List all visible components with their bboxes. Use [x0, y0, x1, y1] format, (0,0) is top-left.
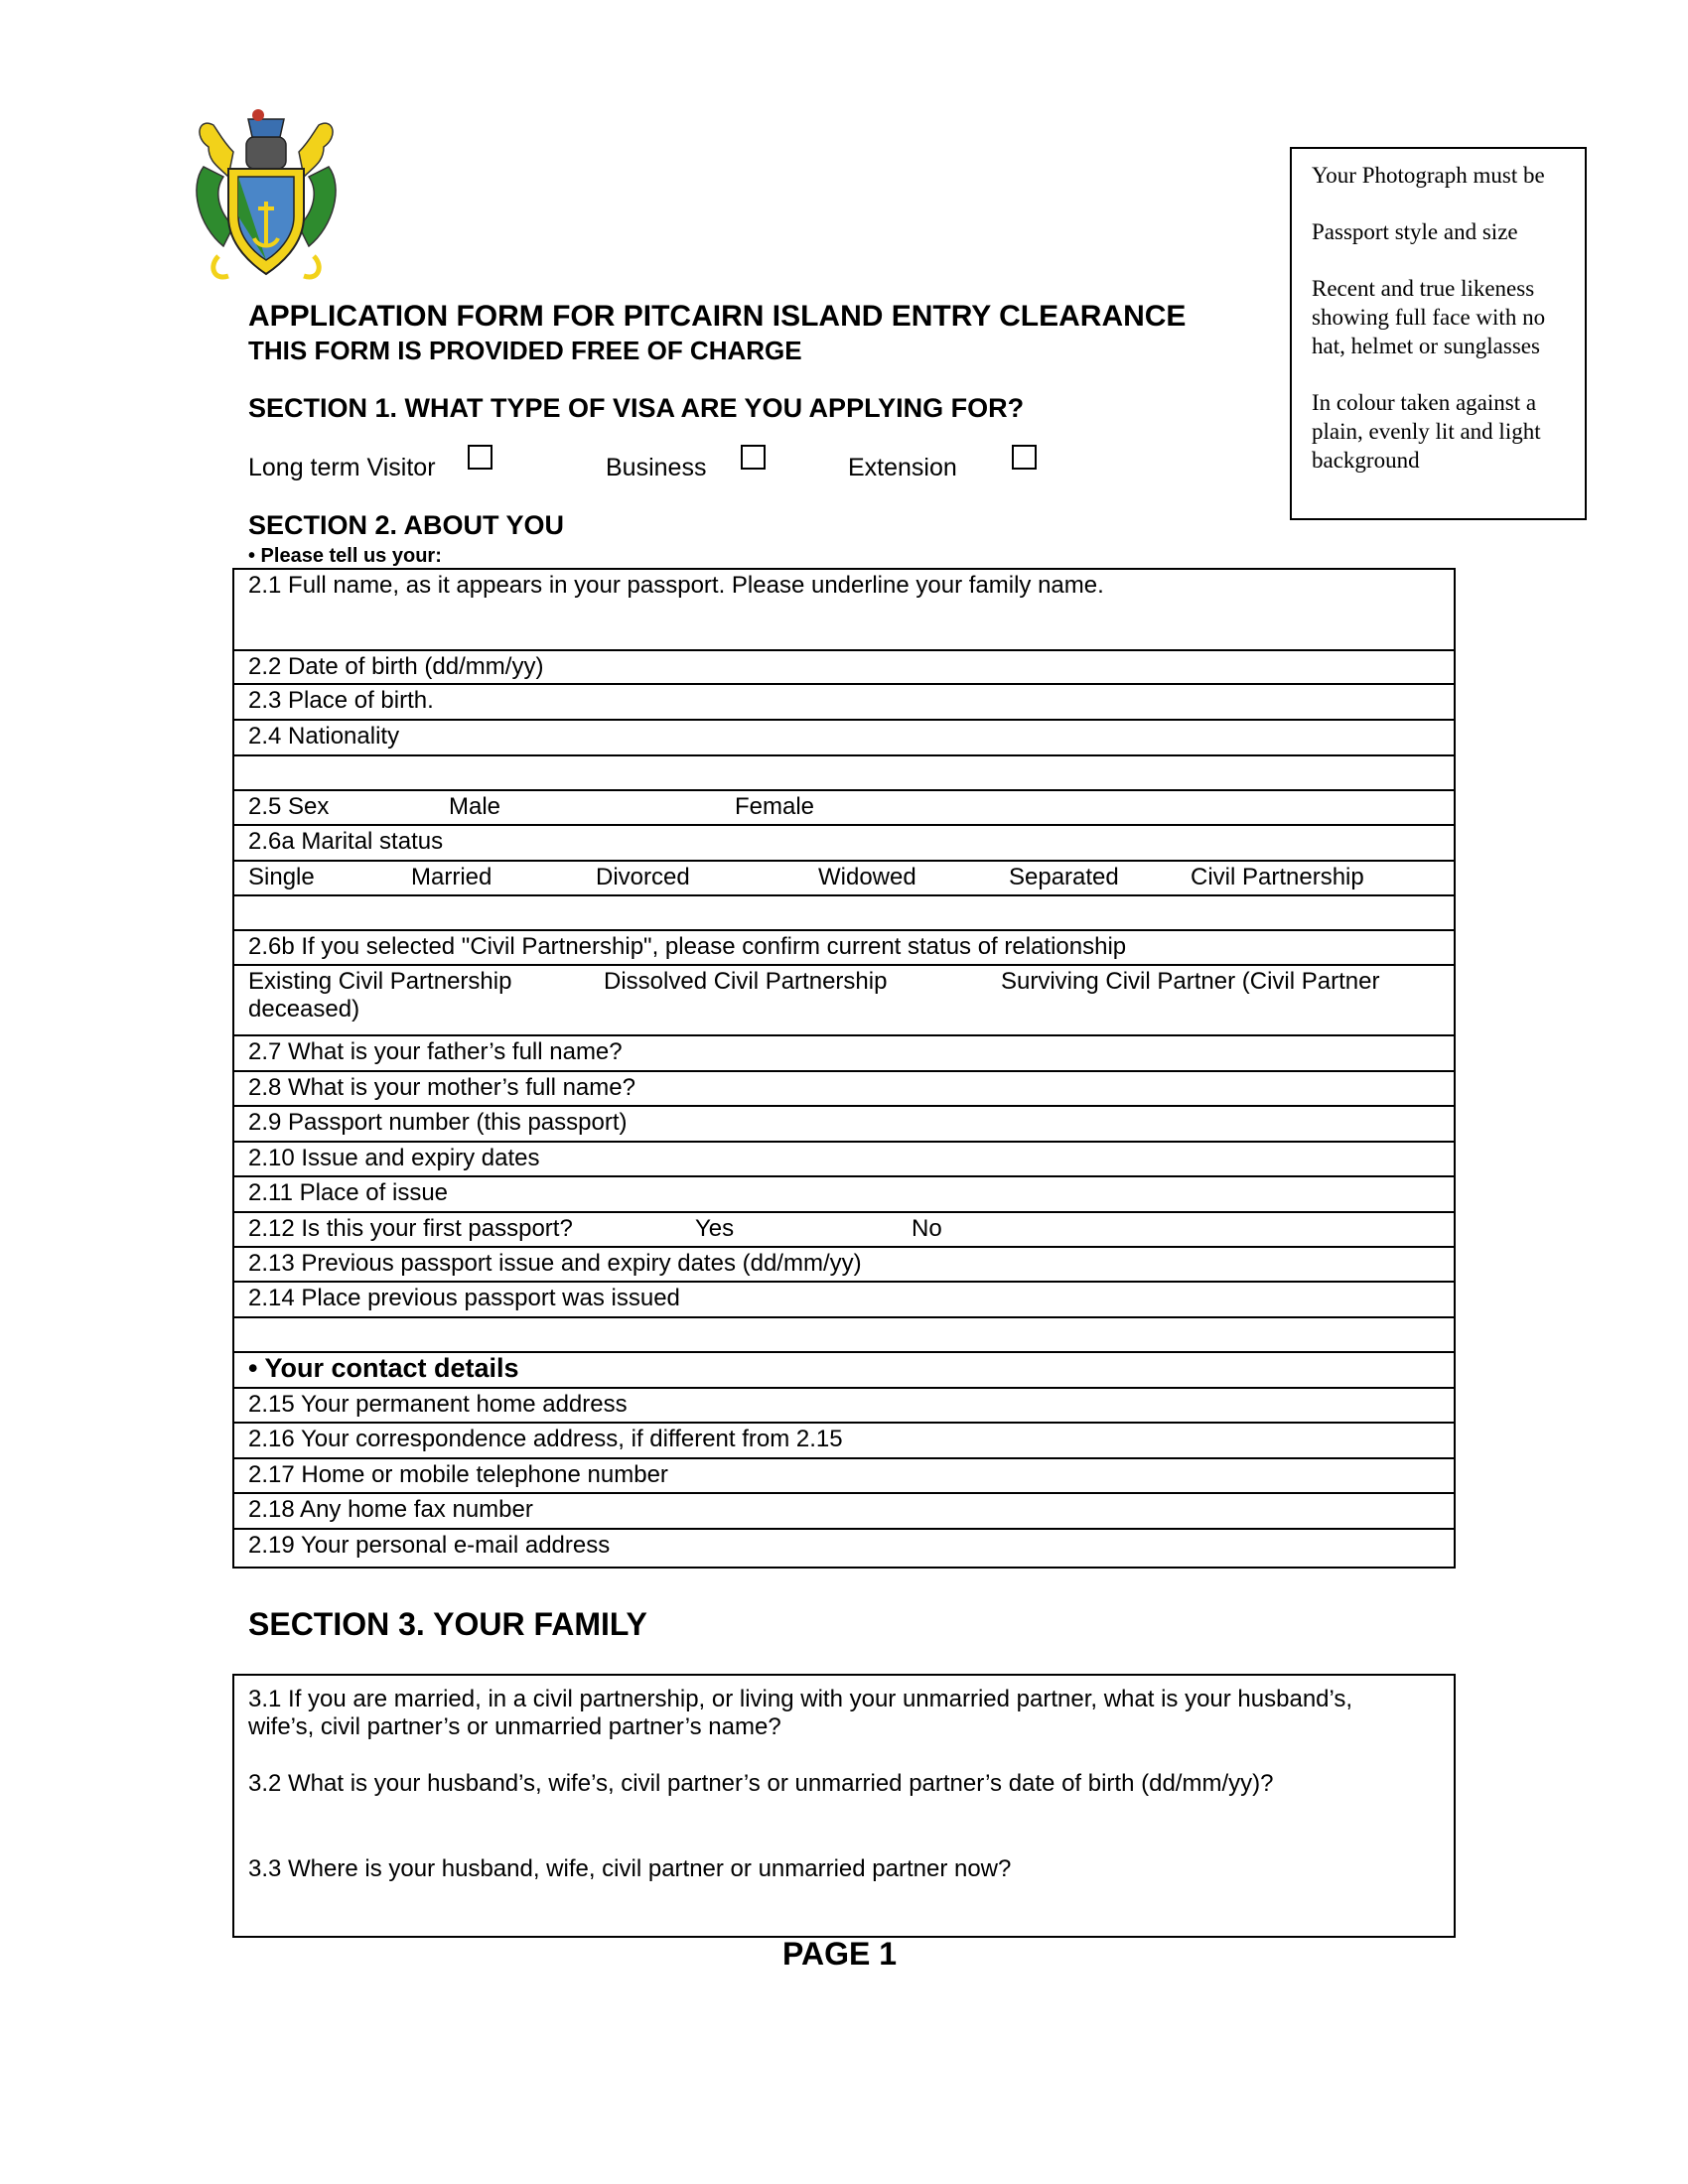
mother-name-field[interactable]: 2.8 What is your mother’s full name? [248, 1074, 635, 1101]
place-of-issue-field[interactable]: 2.11 Place of issue [248, 1179, 449, 1206]
partner-dob-field[interactable]: 3.2 What is your husband’s, wife’s, civil partner’s or unmarried partner’s date of birth (dd/mm/yy)? [248, 1770, 1274, 1797]
family-table [232, 1674, 1456, 1938]
sex-option-male[interactable]: Male [449, 793, 501, 820]
section-2-note: • Please tell us your: [248, 545, 442, 567]
marital-option-married[interactable]: Married [411, 864, 492, 890]
photograph-box [1290, 147, 1587, 520]
photo-instruction-4: In colour taken against a plain, evenly lit and light background [1312, 390, 1541, 473]
fax-field[interactable]: 2.18 Any home fax number [248, 1496, 533, 1523]
about-you-table [232, 568, 1456, 1569]
cp-option-surviving-continued: deceased) [248, 996, 360, 1023]
photo-instruction-1: Your Photograph must be [1312, 163, 1545, 188]
visa-option-label: Business [606, 454, 707, 481]
date-of-birth-field[interactable]: 2.2 Date of birth (dd/mm/yy) [248, 653, 544, 680]
marital-option-single[interactable]: Single [248, 864, 315, 890]
marital-status-label: 2.6a Marital status [248, 828, 444, 855]
section-2-heading: SECTION 2. ABOUT YOU [248, 510, 565, 540]
form-title: APPLICATION FORM FOR PITCAIRN ISLAND ENTRY CLEARANCE [248, 300, 1187, 333]
form-subtitle: THIS FORM IS PROVIDED FREE OF CHARGE [248, 336, 802, 365]
visa-option-label: Extension [848, 454, 957, 481]
issue-expiry-field[interactable]: 2.10 Issue and expiry dates [248, 1145, 540, 1171]
photo-instruction-3: Recent and true likeness showing full face with no hat, helmet or sunglasses [1312, 276, 1546, 358]
civil-partnership-status-label: 2.6b If you selected "Civil Partnership", please confirm current status of relationship [248, 933, 1127, 960]
page-number: PAGE 1 [782, 1936, 897, 1972]
extension-checkbox[interactable] [1012, 445, 1037, 470]
sex-option-female[interactable]: Female [735, 793, 815, 820]
place-of-birth-field[interactable]: 2.3 Place of birth. [248, 687, 434, 714]
photo-instruction-2: Passport style and size [1312, 219, 1518, 244]
telephone-field[interactable]: 2.17 Home or mobile telephone number [248, 1461, 668, 1488]
business-checkbox[interactable] [741, 445, 766, 470]
marital-option-divorced[interactable]: Divorced [596, 864, 690, 890]
correspondence-address-field[interactable]: 2.16 Your correspondence address, if different from 2.15 [248, 1426, 843, 1452]
full-name-field[interactable]: 2.1 Full name, as it appears in your passport. Please underline your family name. [248, 572, 1104, 599]
sex-label: 2.5 Sex [248, 793, 330, 820]
nationality-field[interactable]: 2.4 Nationality [248, 723, 400, 750]
long-term-visitor-checkbox[interactable] [468, 445, 492, 470]
first-passport-label: 2.12 Is this your first passport? [248, 1215, 573, 1242]
previous-passport-place-field[interactable]: 2.14 Place previous passport was issued [248, 1285, 680, 1311]
section-3-heading: SECTION 3. YOUR FAMILY [248, 1606, 647, 1642]
passport-number-field[interactable]: 2.9 Passport number (this passport) [248, 1109, 628, 1136]
partner-name-field[interactable]: 3.1 If you are married, in a civil partnership, or living with your unmarried partner, what is your husband’s, [248, 1686, 1353, 1712]
first-passport-yes[interactable]: Yes [695, 1215, 735, 1242]
partner-name-field-continued: wife’s, civil partner’s or unmarried partner’s name? [248, 1713, 781, 1740]
home-address-field[interactable]: 2.15 Your permanent home address [248, 1391, 628, 1418]
marital-option-civil-partnership[interactable]: Civil Partnership [1191, 864, 1364, 890]
section-1-heading: SECTION 1. WHAT TYPE OF VISA ARE YOU APPLYING FOR? [248, 393, 1025, 423]
father-name-field[interactable]: 2.7 What is your father’s full name? [248, 1038, 623, 1065]
email-field[interactable]: 2.19 Your personal e-mail address [248, 1532, 611, 1559]
previous-passport-dates-field[interactable]: 2.13 Previous passport issue and expiry dates (dd/mm/yy) [248, 1250, 862, 1277]
first-passport-no[interactable]: No [912, 1215, 942, 1242]
marital-option-widowed[interactable]: Widowed [818, 864, 916, 890]
pitcairn-coat-of-arms [189, 107, 344, 286]
partner-location-field[interactable]: 3.3 Where is your husband, wife, civil partner or unmarried partner now? [248, 1855, 1012, 1882]
contact-details-heading: • Your contact details [248, 1353, 519, 1383]
visa-option-label: Long term Visitor [248, 454, 436, 481]
cp-option-dissolved[interactable]: Dissolved Civil Partnership [604, 968, 888, 995]
cp-option-existing[interactable]: Existing Civil Partnership [248, 968, 512, 995]
marital-option-separated[interactable]: Separated [1009, 864, 1119, 890]
cp-option-surviving[interactable]: Surviving Civil Partner (Civil Partner [1001, 968, 1380, 995]
